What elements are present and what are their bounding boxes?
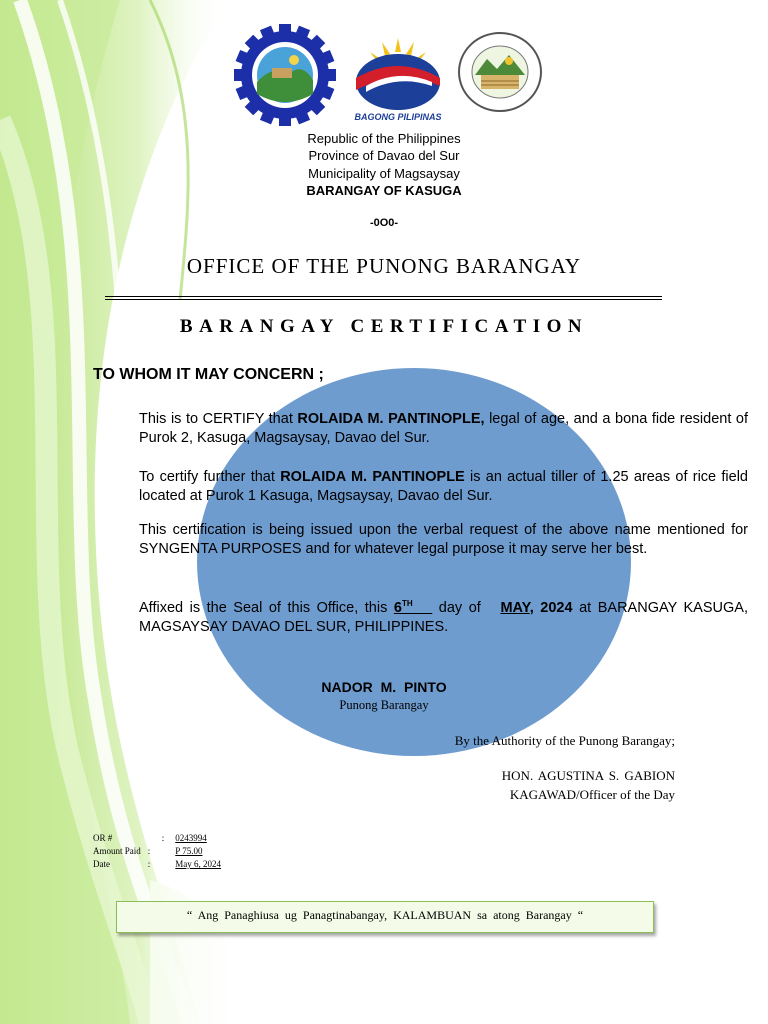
header-separator: -0O0- (369, 217, 399, 229)
amount-label: Amount Paid (93, 846, 141, 856)
p1-name: ROLAIDA M. PANTINOPLE, (297, 411, 485, 427)
paragraph-2 (93, 468, 748, 506)
officer-title: KAGAWAD/Officer of the Day (509, 787, 675, 802)
authority-line: By the Authority of the Punong Barangay; (454, 733, 675, 748)
header-barangay: BARANGAY OF KASUGA (306, 183, 462, 198)
municipal-seal-icon (457, 31, 543, 113)
or-label: OR # (93, 833, 113, 843)
double-rule-bottom (105, 299, 662, 300)
or-colon: : (161, 833, 165, 843)
receipt-details (93, 832, 224, 871)
p4-day: 6TH (393, 599, 413, 616)
barangay-kasuga-seal-icon (234, 24, 336, 126)
motto-text: “ Ang Panaghiusa ug Panagtinabangay, KALAMBUAN sa atong Barangay “ (186, 908, 584, 922)
p4-date: MAY, 2024 (500, 599, 573, 616)
p2-name: ROLAIDA M. PANTINOPLE (280, 469, 465, 485)
p2-text-b: is an actual tiller of 1.25 areas of rice field located at Purok 1 Kasuga, Magsaysay, Davao del Sur. (139, 469, 748, 504)
paragraph-3: This certification is being issued upon the verbal request of the above name mentioned for SYNGENTA PURPOSES and for whatever legal purpose it may serve her best. (139, 522, 748, 557)
date-value: May 6, 2024 (175, 859, 222, 869)
double-rule-top (105, 296, 662, 297)
p4-text-a: Affixed is the Seal of this Office, this (139, 599, 394, 616)
amount-value: P 75.00 (175, 846, 203, 856)
signatory-name: NADOR M. PINTO (321, 679, 447, 695)
header-municipality: Municipality of Magsaysay (308, 166, 460, 181)
p2-text-a: To certify further that (139, 469, 281, 485)
p1-text-b: legal of age, and a bona fide resident of Purok 2, Kasuga, Magsaysay, Davao del Sur. (139, 411, 748, 446)
motto-banner (116, 901, 654, 933)
amount-colon: : (147, 846, 151, 856)
p4-text-b: day of (432, 599, 488, 616)
paragraph-1 (93, 410, 748, 448)
office-title: OFFICE OF THE PUNONG BARANGAY (186, 254, 582, 278)
bagong-pilipinas-logo-icon (352, 34, 444, 114)
header-province: Province of Davao del Sur (308, 148, 460, 163)
date-label: Date (93, 859, 110, 869)
date-colon: : (147, 859, 151, 869)
or-value: 0243994 (175, 833, 207, 843)
signatory-title: Punong Barangay (339, 698, 429, 712)
salutation: TO WHOM IT MAY CONCERN ; (93, 366, 324, 383)
certificate-title: BARANGAY CERTIFICATION (179, 316, 589, 337)
bagong-pilipinas-label: BAGONG PILIPINAS (354, 112, 442, 122)
header-republic: Republic of the Philippines (307, 131, 461, 146)
p1-text-a: This is to CERTIFY that (139, 411, 298, 427)
p4-text-c: at BARANGAY KASUGA, MAGSAYSAY DAVAO DEL SUR, PHILIPPINES. (139, 599, 748, 635)
paragraph-4 (93, 594, 748, 637)
officer-name: HON. AGUSTINA S. GABION (501, 768, 675, 783)
